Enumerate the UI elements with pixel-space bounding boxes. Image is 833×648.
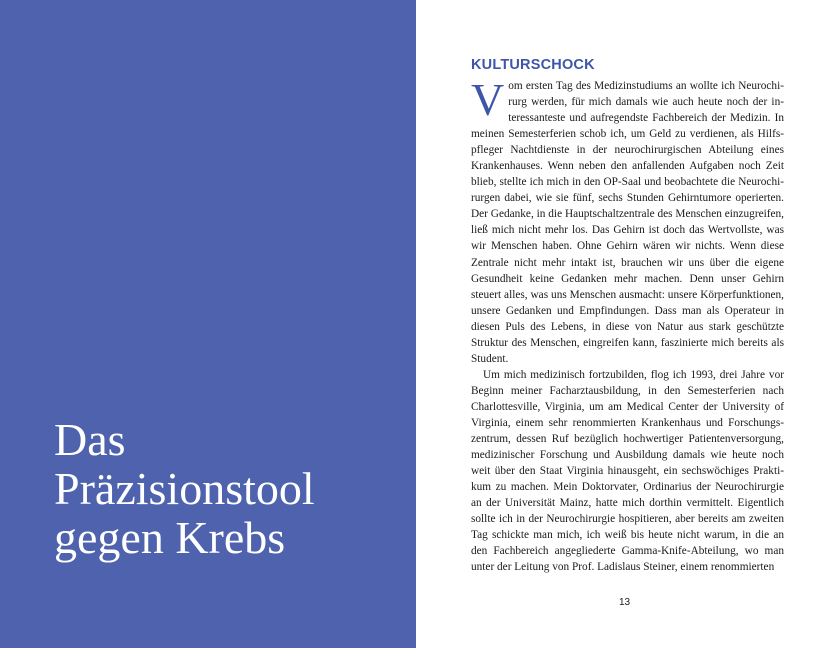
chapter-title-line-2: Präzisionstool (54, 463, 315, 514)
section-heading: KULTURSCHOCK (471, 57, 595, 73)
paragraph-1 (471, 74, 784, 367)
chapter-title-line-3: gegen Krebs (54, 512, 286, 563)
page-number: 13 (618, 597, 631, 608)
body-text (471, 74, 784, 575)
chapter-title-line-1: Das (54, 414, 126, 465)
drop-cap: V (471, 74, 505, 125)
left-page (0, 0, 416, 648)
chapter-title (54, 415, 404, 562)
right-page (416, 0, 833, 648)
paragraph-1-text: om ersten Tag des Medizinstudiums an wollte ich Neurochirurg werden, für mich damals wie auch heute noch der interessanteste und aufregendste Fachbereich der Medizin. In meinen Semesterferien schob ich, um Geld zu verdienen, als Hilfspfleger Nachtdienste in der neurochirurgischen Abteilung eines Krankenhauses. Wenn neben den anfallenden Aufgaben noch Zeit blieb, stellte ich mich in den OP-Saal und beobachtete die Neurochirurgen dabei, wie sie fünf, sechs Stunden Gehirntumore operierten. Der Gedanke, in die Hauptschaltzentrale des Menschen einzugreifen, ließ mich nicht mehr los. Das Gehirn ist doch das Wertvollste, was wir Menschen haben. Ohne Gehirn wären wir nichts. Wenn diese Zentrale nicht mehr intakt ist, brauchen wir uns über die eigene Gesundheit keine Gedanken mehr machen. Denn unser Gehirn steuert alles, was uns Menschen ausmacht: unsere Körperfunktionen, unsere Gedanken und Empfindungen. Dass man als Operateur in diesen Puls des Lebens, in diese von Natur aus stark geschützte Struktur des Menschen, eingreifen kann, faszinierte mich bereits als Student. (471, 80, 784, 365)
paragraph-2: Um mich medizinisch fortzubilden, flog ich 1993, drei Jahre vor Beginn meiner Facharztausbildung, in den Semesterferien nach Charlottesville, Virginia, um am Medical Center der University of Virginia, einem sehr renommierten Krankenhaus und Forschungszentrum, dessen Ruf bezüglich hochwertiger Patientenversorgung, medizinischer Forschung und Ausbildung damals wie heute noch weit über den Staat Virginia hinausgeht, ein sechswöchiges Praktikum zu machen. Mein Doktorvater, Ordinarius der Neurochirurgie an der Universität Mainz, hatte mich dorthin vermittelt. Eigentlich sollte ich in der Neurochirurgie hospitieren, aber bereits am zweiten Tag schickte man mich, ich weiß bis heute nicht warum, in die an den Fachbereich angegliederte Gamma-Knife-Abteilung, wo man unter der Leitung von Prof. Ladislaus Steiner, einem renommierten (471, 368, 784, 574)
